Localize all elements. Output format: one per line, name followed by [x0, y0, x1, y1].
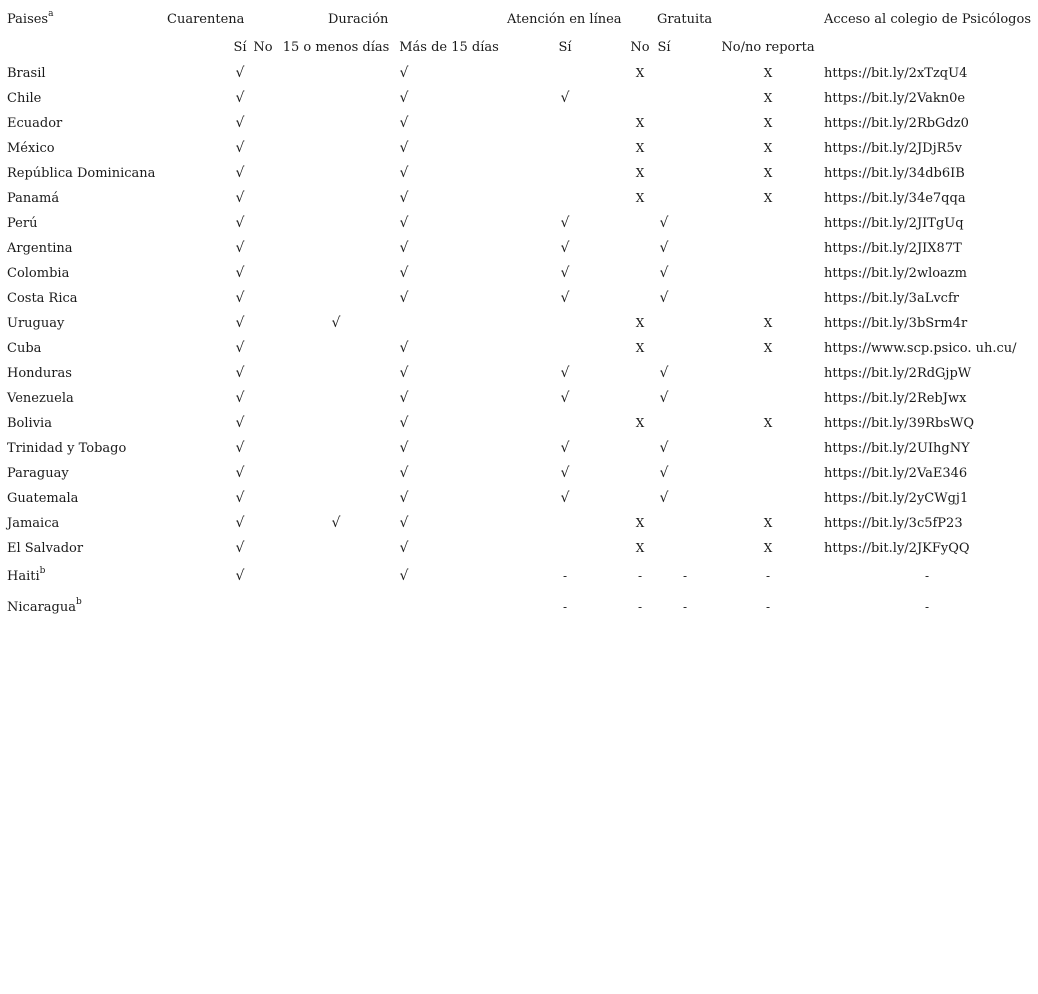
cuarentena-si-mark: √	[235, 115, 245, 131]
gratuita-no-mark: X	[763, 141, 773, 155]
table-row	[0, 511, 1038, 536]
atencion-no-mark: X	[635, 141, 645, 155]
duracion-mas-mark: √	[399, 240, 409, 256]
atencion-no-mark: X	[635, 191, 645, 205]
gratuita-no-mark: X	[763, 191, 773, 205]
acceso-link[interactable]: https://bit.ly/34e7qqa	[824, 191, 966, 206]
duracion-mas-mark: √	[399, 265, 409, 281]
duracion-mas-mark: √	[399, 215, 409, 231]
acceso-link[interactable]: https://bit.ly/2RebJwx	[824, 391, 967, 406]
country-name: Bolivia	[7, 416, 52, 431]
acceso-link[interactable]: https://bit.ly/34db6IB	[824, 166, 965, 181]
acceso-link[interactable]: https://bit.ly/2JKFyQQ	[824, 541, 970, 556]
table-row	[0, 561, 1038, 592]
subheader-gratuita-si: Sí	[657, 40, 671, 55]
acceso-link[interactable]: https://bit.ly/3bSrm4r	[824, 316, 968, 331]
acceso-link[interactable]: https://bit.ly/2JIX87T	[824, 241, 962, 256]
country-name: Chile	[7, 91, 42, 106]
country-name: Venezuela	[7, 391, 74, 406]
cuarentena-si-mark: √	[235, 390, 245, 406]
header-atencion: Atención en línea	[507, 12, 622, 27]
country-name: Honduras	[7, 366, 72, 381]
duracion-mas-mark: √	[399, 65, 409, 81]
country-name: Argentina	[7, 241, 73, 256]
table-row	[0, 361, 1038, 386]
gratuita-no-mark: X	[763, 91, 773, 105]
country-name: Nicaragua$^b$	[7, 597, 82, 615]
gratuita-si-mark: √	[659, 440, 669, 456]
table-row	[0, 336, 1038, 361]
duracion-mas-mark: √	[399, 190, 409, 206]
country-name: Jamaica	[7, 516, 60, 531]
country-name: Trinidad y Tobago	[7, 441, 127, 456]
country-name: República Dominicana	[7, 166, 156, 181]
table-row	[0, 436, 1038, 461]
duracion-mas-mark: √	[399, 440, 409, 456]
cuarentena-si-mark: √	[235, 290, 245, 306]
table-row	[0, 411, 1038, 436]
atencion-no-mark: X	[635, 66, 645, 80]
gratuita-no-mark: X	[763, 341, 773, 355]
atencion-no-mark: X	[635, 166, 645, 180]
atencion-si-mark: √	[560, 365, 570, 381]
table-row	[0, 286, 1038, 311]
header-gratuita: Gratuita	[657, 12, 713, 27]
gratuita-si-mark: -	[682, 569, 688, 583]
cuarentena-si-mark: √	[235, 140, 245, 156]
gratuita-no-mark: -	[765, 569, 771, 583]
atencion-si-mark: √	[560, 215, 570, 231]
cuarentena-si-mark: √	[235, 340, 245, 356]
country-name: Costa Rica	[7, 291, 78, 306]
duracion-mas-mark: √	[399, 490, 409, 506]
gratuita-si-mark: √	[659, 240, 669, 256]
duracion-menos-mark: √	[331, 515, 341, 531]
duracion-mas-mark: √	[399, 340, 409, 356]
atencion-si-mark: √	[560, 390, 570, 406]
acceso-link[interactable]: https://bit.ly/2UIhgNY	[824, 441, 970, 456]
table-row	[0, 236, 1038, 261]
cuarentena-si-mark: √	[235, 215, 245, 231]
country-name: Haiti$^b$	[7, 566, 46, 584]
table-row	[0, 111, 1038, 136]
country-name: El Salvador	[7, 541, 84, 556]
acceso-link[interactable]: https://bit.ly/2wloazm	[824, 266, 967, 281]
subheader-cuarentena-no: No	[253, 40, 273, 55]
gratuita-no-mark: X	[763, 116, 773, 130]
table-row	[0, 592, 1038, 623]
acceso-link[interactable]: https://bit.ly/3c5fP23	[824, 516, 963, 531]
gratuita-si-mark: √	[659, 215, 669, 231]
country-name: Paraguay	[7, 466, 69, 481]
duracion-menos-mark: √	[331, 315, 341, 331]
atencion-no-mark: -	[637, 600, 643, 614]
atencion-si-mark: √	[560, 440, 570, 456]
acceso-link[interactable]: https://bit.ly/2yCWgj1	[824, 491, 969, 506]
atencion-si-mark: √	[560, 240, 570, 256]
gratuita-no-mark: X	[763, 541, 773, 555]
duracion-mas-mark: √	[399, 515, 409, 531]
country-name: Uruguay	[7, 316, 65, 331]
header-duracion: Duración	[328, 12, 389, 27]
duracion-mas-mark: √	[399, 290, 409, 306]
atencion-si-mark: √	[560, 265, 570, 281]
atencion-no-mark: X	[635, 341, 645, 355]
gratuita-no-mark: X	[763, 516, 773, 530]
gratuita-si-mark: √	[659, 490, 669, 506]
country-name: Ecuador	[7, 116, 63, 131]
acceso-link[interactable]: https://bit.ly/39RbsWQ	[824, 416, 975, 431]
gratuita-no-mark: X	[763, 416, 773, 430]
acceso-link[interactable]: https://bit.ly/2JDjR5v	[824, 141, 963, 156]
duracion-mas-mark: √	[399, 90, 409, 106]
table-row	[0, 211, 1038, 236]
atencion-si-mark: -	[562, 600, 568, 614]
subheader-gratuita-no: No/no reporta	[721, 40, 815, 55]
table-row	[0, 86, 1038, 111]
duracion-mas-mark: √	[399, 140, 409, 156]
atencion-no-mark: -	[637, 569, 643, 583]
cuarentena-si-mark: √	[235, 240, 245, 256]
gratuita-no-mark: -	[765, 600, 771, 614]
cuarentena-si-mark: √	[235, 365, 245, 381]
atencion-si-mark: √	[560, 90, 570, 106]
gratuita-si-mark: √	[659, 390, 669, 406]
acceso-link[interactable]: https://bit.ly/2RdGjpW	[824, 366, 972, 381]
gratuita-no-mark: X	[763, 316, 773, 330]
header-acceso: Acceso al colegio de Psicólogos	[824, 12, 1031, 27]
country-name: Panamá	[7, 191, 60, 206]
cuarentena-si-mark: √	[235, 440, 245, 456]
duracion-mas-mark: √	[399, 390, 409, 406]
duracion-mas-mark: √	[399, 115, 409, 131]
gratuita-si-mark: √	[659, 365, 669, 381]
duracion-mas-mark: √	[399, 540, 409, 556]
subheader-15-o-menos: 15 o menos días	[282, 40, 390, 55]
cuarentena-si-mark: √	[235, 90, 245, 106]
table-row	[0, 61, 1038, 86]
duracion-mas-mark: √	[399, 415, 409, 431]
acceso-link[interactable]: https://bit.ly/3aLvcfr	[824, 291, 959, 306]
table-row	[0, 486, 1038, 511]
table-row	[0, 536, 1038, 561]
table-header-row	[0, 9, 1038, 31]
gratuita-si-mark: √	[659, 465, 669, 481]
table-row	[0, 161, 1038, 186]
acceso-link[interactable]: https://www.scp.psico. uh.cu/	[824, 341, 1017, 356]
table-row	[0, 386, 1038, 411]
table-row	[0, 311, 1038, 336]
atencion-no-mark: X	[635, 116, 645, 130]
atencion-no-mark: X	[635, 316, 645, 330]
cuarentena-si-mark: √	[235, 315, 245, 331]
gratuita-no-mark: X	[763, 166, 773, 180]
acceso-link[interactable]: https://bit.ly/2Vakn0e	[824, 91, 966, 106]
acceso-link[interactable]: https://bit.ly/2xTzqU4	[824, 66, 968, 81]
cuarentena-si-mark: √	[235, 515, 245, 531]
gratuita-no-mark: X	[763, 66, 773, 80]
cuarentena-si-mark: √	[235, 65, 245, 81]
acceso-link[interactable]: https://bit.ly/2RbGdz0	[824, 116, 969, 131]
cuarentena-si-mark: √	[235, 540, 245, 556]
atencion-si-mark: √	[560, 490, 570, 506]
acceso-dash: -	[924, 600, 930, 614]
atencion-si-mark: -	[562, 569, 568, 583]
country-name: México	[7, 141, 55, 156]
duracion-mas-mark: √	[399, 568, 409, 584]
atencion-no-mark: X	[635, 416, 645, 430]
header-cuarentena: Cuarentena	[167, 12, 245, 27]
subheader-cuarentena-si: Sí	[233, 40, 247, 55]
cuarentena-si-mark: √	[235, 490, 245, 506]
duracion-mas-mark: √	[399, 465, 409, 481]
gratuita-si-mark: √	[659, 265, 669, 281]
table-row	[0, 186, 1038, 211]
country-name: Guatemala	[7, 491, 79, 506]
cuarentena-si-mark: √	[235, 415, 245, 431]
atencion-no-mark: X	[635, 516, 645, 530]
table-subheader-row	[0, 37, 1038, 59]
header-paises: Paises$^a$	[7, 9, 54, 27]
table-body	[0, 61, 1038, 623]
cuarentena-si-mark: √	[235, 265, 245, 281]
country-name: Brasil	[7, 66, 46, 81]
subheader-atencion-no: No	[630, 40, 650, 55]
atencion-no-mark: X	[635, 541, 645, 555]
subheader-mas-de-15: Más de 15 días	[399, 40, 499, 55]
subheader-atencion-si: Sí	[558, 40, 572, 55]
country-name: Colombia	[7, 266, 70, 281]
table-row	[0, 261, 1038, 286]
gratuita-si-mark: -	[682, 600, 688, 614]
country-name: Cuba	[7, 341, 42, 356]
table-row	[0, 461, 1038, 486]
cuarentena-si-mark: √	[235, 165, 245, 181]
cuarentena-si-mark: √	[235, 465, 245, 481]
country-name: Perú	[7, 216, 38, 231]
cuarentena-si-mark: √	[235, 190, 245, 206]
acceso-dash: -	[924, 569, 930, 583]
gratuita-si-mark: √	[659, 290, 669, 306]
atencion-si-mark: √	[560, 465, 570, 481]
table-row	[0, 136, 1038, 161]
duracion-mas-mark: √	[399, 365, 409, 381]
acceso-link[interactable]: https://bit.ly/2VaE346	[824, 466, 968, 481]
duracion-mas-mark: √	[399, 165, 409, 181]
cuarentena-si-mark: √	[235, 568, 245, 584]
acceso-link[interactable]: https://bit.ly/2JITgUq	[824, 216, 964, 231]
atencion-si-mark: √	[560, 290, 570, 306]
